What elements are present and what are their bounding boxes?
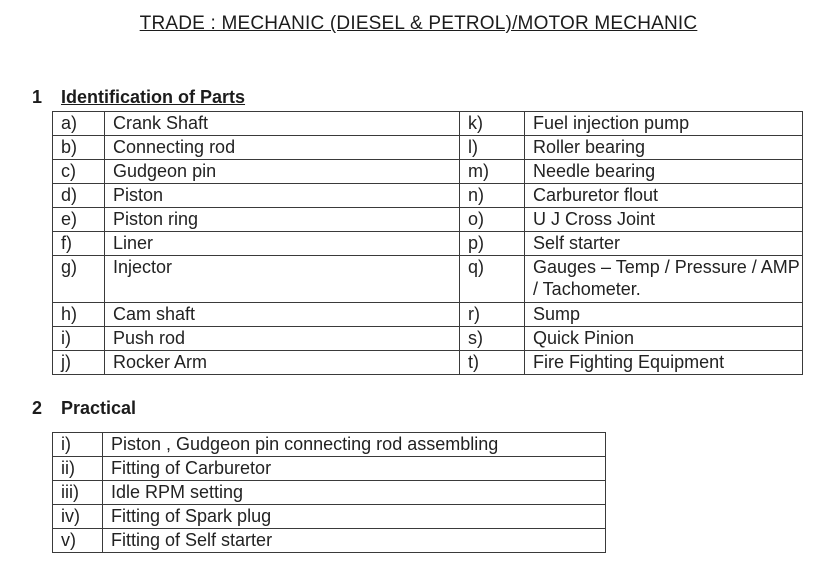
part-key: e) [53,208,105,232]
part-name: Connecting rod [105,136,460,160]
parts-table-body [53,112,803,375]
part-name: Piston ring [105,208,460,232]
practical-task: Piston , Gudgeon pin connecting rod assembling [103,433,606,457]
part-key: h) [53,303,105,327]
part-key: t) [460,351,525,375]
part-key: k) [460,112,525,136]
part-name: Push rod [105,327,460,351]
part-key: c) [53,160,105,184]
part-name: Sump [525,303,803,327]
part-name: Self starter [525,232,803,256]
part-key: f) [53,232,105,256]
parts-table [52,111,803,375]
part-name: Quick Pinion [525,327,803,351]
part-key: p) [460,232,525,256]
practical-task: Fitting of Carburetor [103,457,606,481]
part-key: l) [460,136,525,160]
part-name: Fuel injection pump [525,112,803,136]
table-row [53,112,803,136]
part-key: s) [460,327,525,351]
part-name: Fire Fighting Equipment [525,351,803,375]
table-row [53,351,803,375]
table-row [53,160,803,184]
part-key: a) [53,112,105,136]
section-2-title: Practical [61,398,137,418]
part-name: Cam shaft [105,303,460,327]
part-name: Gudgeon pin [105,160,460,184]
part-name: Gauges – Temp / Pressure / AMP / Tachometer. [525,256,803,303]
part-name: Carburetor flout [525,184,803,208]
part-name: Liner [105,232,460,256]
part-key: q) [460,256,525,303]
practical-key: iii) [53,481,103,505]
practical-table-body [53,433,606,553]
part-key: j) [53,351,105,375]
section-1-number: 1 [32,87,43,107]
table-row [53,136,803,160]
part-name: Roller bearing [525,136,803,160]
practical-task: Fitting of Self starter [103,529,606,553]
practical-key: ii) [53,457,103,481]
document-title: TRADE : MECHANIC (DIESEL & PETROL)/MOTOR MECHANIC [139,13,698,34]
practical-key: v) [53,529,103,553]
practical-task: Fitting of Spark plug [103,505,606,529]
practical-key: i) [53,433,103,457]
part-name: Needle bearing [525,160,803,184]
part-key: g) [53,256,105,303]
practical-table [52,432,606,553]
table-row [53,529,606,553]
table-row [53,433,606,457]
part-key: b) [53,136,105,160]
table-row [53,327,803,351]
practical-task: Idle RPM setting [103,481,606,505]
part-name: Crank Shaft [105,112,460,136]
table-row [53,457,606,481]
part-name: Piston [105,184,460,208]
table-row [53,208,803,232]
part-key: o) [460,208,525,232]
table-row [53,481,606,505]
part-key: d) [53,184,105,208]
table-row [53,184,803,208]
part-key: r) [460,303,525,327]
part-name: Rocker Arm [105,351,460,375]
table-row [53,256,803,303]
part-name: Injector [105,256,460,303]
practical-key: iv) [53,505,103,529]
part-key: i) [53,327,105,351]
part-name: U J Cross Joint [525,208,803,232]
part-key: n) [460,184,525,208]
table-row [53,505,606,529]
table-row [53,303,803,327]
table-row [53,232,803,256]
section-1-title: Identification of Parts [61,87,246,107]
part-key: m) [460,160,525,184]
section-2-number: 2 [32,398,43,418]
